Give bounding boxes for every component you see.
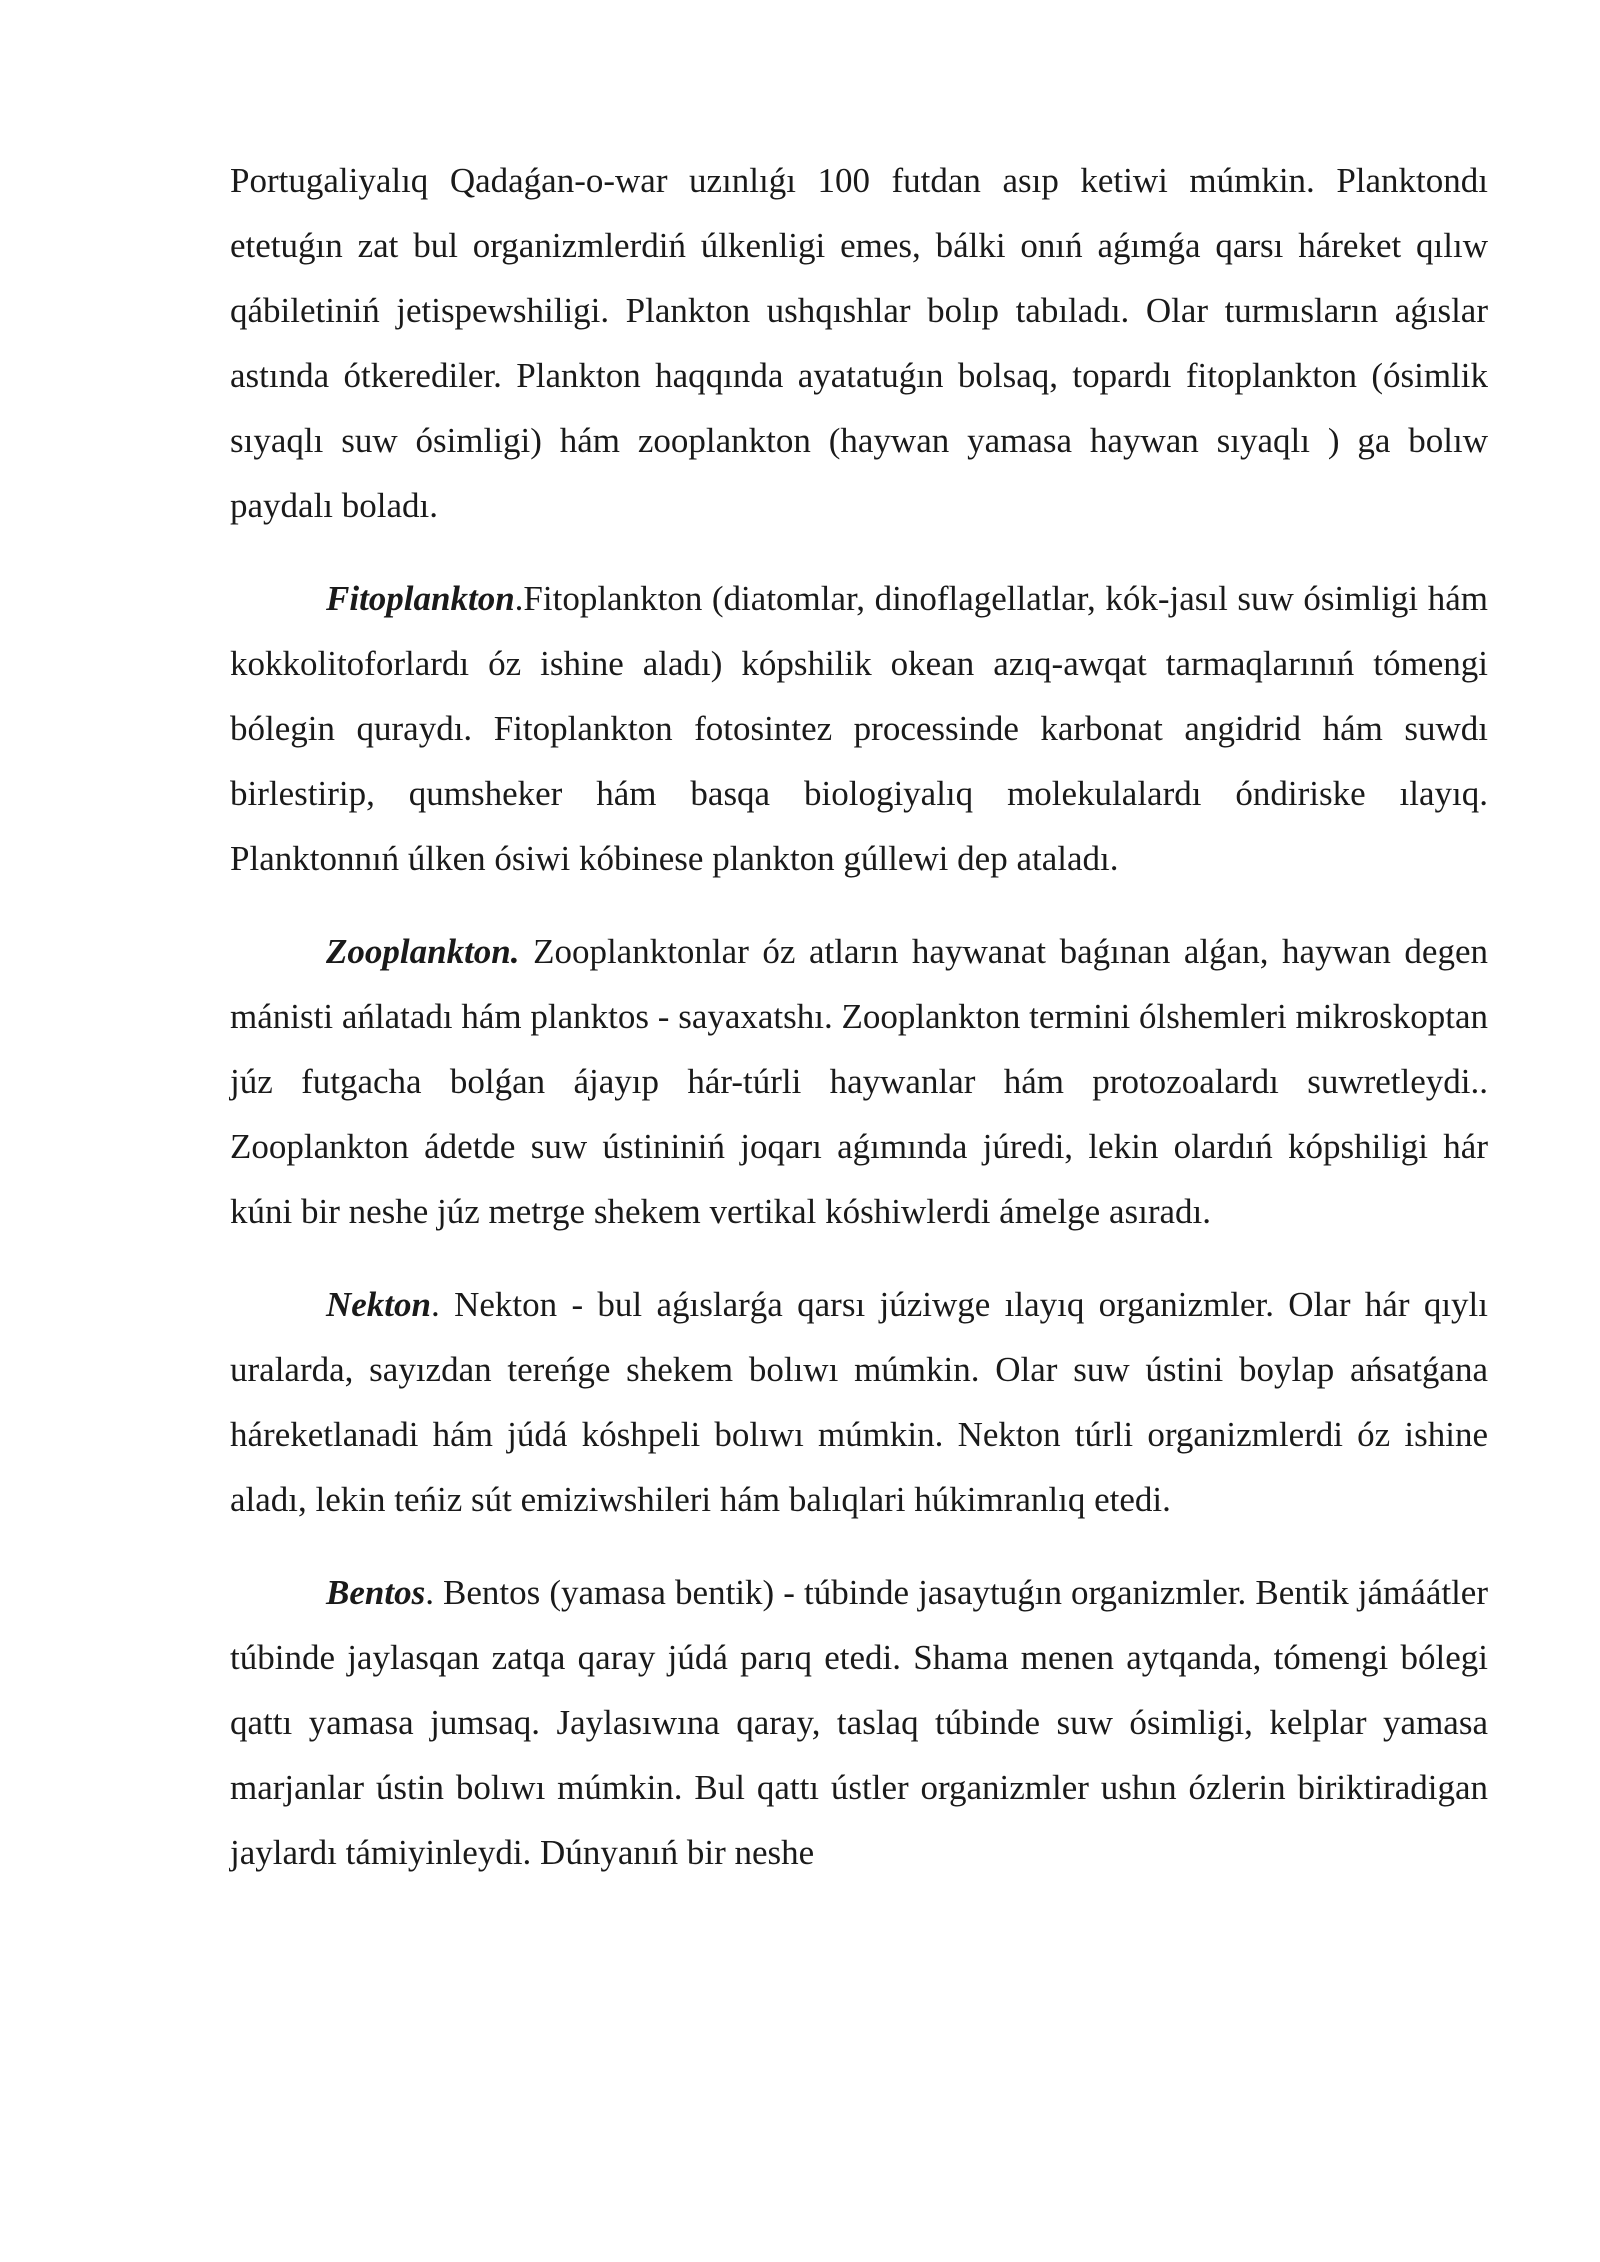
paragraph-fitoplankton: [230, 566, 1488, 891]
paragraph-nekton-text: . Nekton - bul aǵıslarǵa qarsı júziwge ılayıq organizmler. Olar hár qıylı uralarda, sayızdan tereńge shekem bolıwı múmkin. Olar suw ústini boylap ańsatǵana háreketlanadi hám júdá kóshpeli bolıwı múmkin. Nekton túrli organizmlerdi óz ishine aladı, lekin teńiz sút emiziwshileri hám balıqlari húkimranlıq etedi.: [230, 1285, 1488, 1519]
heading-zooplankton: Zooplankton.: [326, 932, 520, 971]
paragraph-fitoplankton-text: .Fitoplankton (diatomlar, dinoflagellatlar, kók-jasıl suw ósimligi hám kokkolitoforlardı óz ishine aladı) kópshilik okean azıq-awqat tarmaqlarınıń tómengi bólegin quraydı. Fitoplankton fotosintez processinde karbonat angidrid hám suwdı birlestirip, qumsheker hám basqa biologiyalıq molekulalardı óndiriske ılayıq. Planktonnıń úlken ósiwi kóbinese plankton gúllewi dep ataladı.: [230, 579, 1488, 878]
paragraph-nekton: [230, 1272, 1488, 1532]
document-page: [230, 148, 1488, 1913]
paragraph-intro: [230, 148, 1488, 538]
heading-nekton: Nekton: [326, 1285, 431, 1324]
paragraph-intro-text: Portugaliyalıq Qadaǵan-o-war uzınlıǵı 100 futdan asıp ketiwi múmkin. Planktondı etetuǵın zat bul organizmlerdiń úlkenligi emes, bálki onıń aǵımǵa qarsı háreket qılıw qábiletiniń jetispewshiligi. Plankton ushqıshlar bolıp tabıladı. Olar turmısların aǵıslar astında ótkerediler. Plankton haqqında ayatatuǵın bolsaq, topardı fitoplankton (ósimlik sıyaqlı suw ósimligi) hám zooplankton (haywan yamasa haywan sıyaqlı ) ga bolıw paydalı boladı.: [230, 161, 1488, 525]
heading-fitoplankton: Fitoplankton: [326, 579, 515, 618]
heading-bentos: Bentos: [326, 1573, 426, 1612]
paragraph-zooplankton: [230, 919, 1488, 1244]
paragraph-bentos-text: . Bentos (yamasa bentik) - túbinde jasaytuǵın organizmler. Bentik jámáátler túbinde jaylasqan zatqa qaray júdá parıq etedi. Shama menen aytqanda, tómengi bólegi qattı yamasa jumsaq. Jaylasıwına qaray, taslaq túbinde suw ósimligi, kelplar yamasa marjanlar ústin bolıwı múmkin. Bul qattı ústler organizmler ushın ózlerin biriktiradigan jaylardı támiyinleydi. Dúnyanıń bir neshe: [230, 1573, 1488, 1872]
paragraph-bentos: [230, 1560, 1488, 1885]
paragraph-zooplankton-text: Zooplanktonlar óz atların haywanat baǵınan alǵan, haywan degen mánisti ańlatadı hám planktos - sayaxatshı. Zooplankton termini ólshemleri mikroskoptan júz futgacha bolǵan ájayıp hár-túrli haywanlar hám protozoalardı suwretleydi.. Zooplankton ádetde suw ústininiń joqarı aǵımında júredi, lekin olardıń kópshiligi hár kúni bir neshe júz metrge shekem vertikal kóshiwlerdi ámelge asıradı.: [230, 932, 1488, 1231]
